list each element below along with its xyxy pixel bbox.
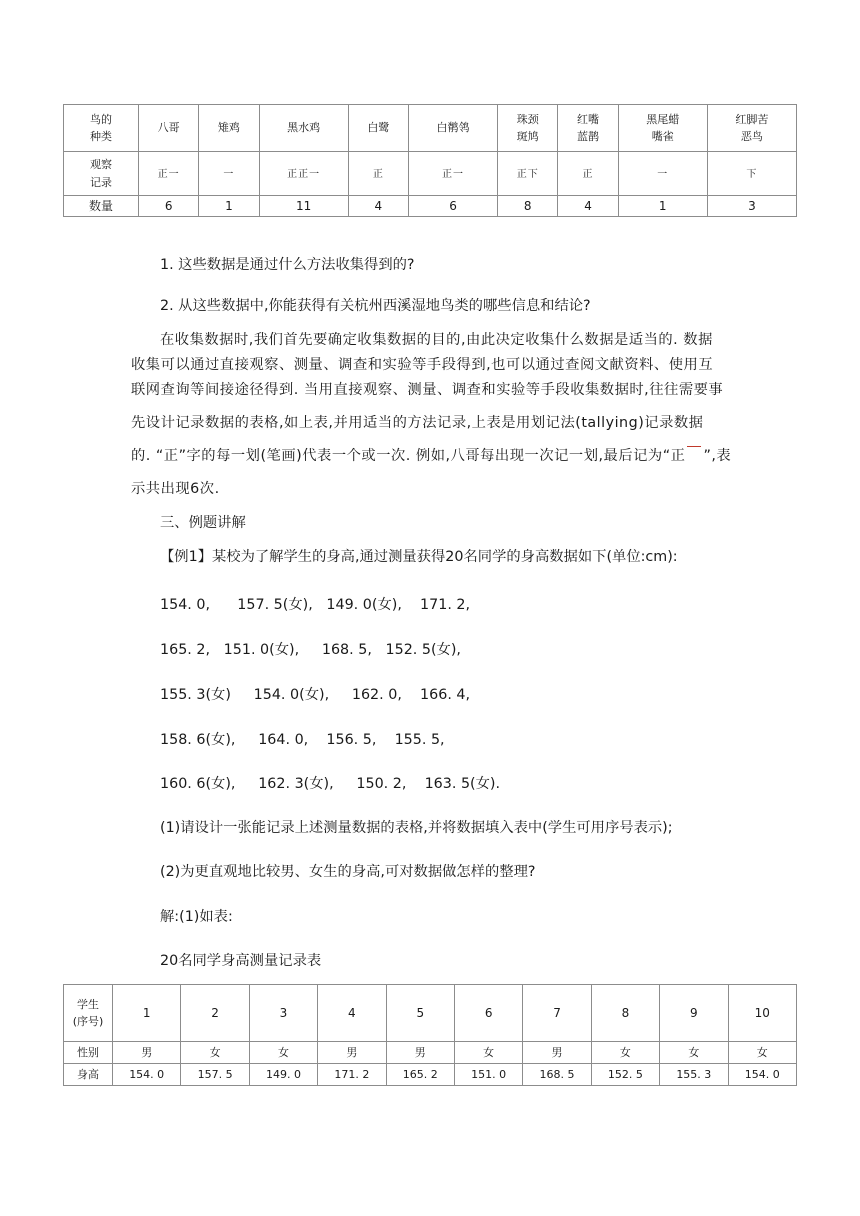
student-id-cell: 4 — [318, 985, 386, 1042]
explanation-line: 示共出现6次. — [131, 481, 220, 497]
tally-cell — [348, 152, 408, 196]
bird-name: 八哥 — [157, 121, 180, 135]
bird-name: 白鹭 — [367, 121, 390, 135]
student-id-cell: 9 — [660, 985, 728, 1042]
bird-name-cell — [558, 105, 618, 152]
tally-cell — [199, 152, 259, 196]
header-label-line: 鸟的 — [90, 112, 112, 126]
height-cell: 152. 5 — [591, 1064, 659, 1086]
bird-name-cell — [139, 105, 199, 152]
student-id-header — [64, 985, 113, 1042]
bird-name-cell — [199, 105, 259, 152]
bird-name: 黑水鸡 — [287, 121, 321, 135]
bird-name-cell — [408, 105, 497, 152]
student-id-cell: 5 — [386, 985, 454, 1042]
bird-name: 红嘴 — [577, 112, 600, 126]
example-part-1: (1)请设计一张能记录上述测量数据的表格,并将数据填入表中(学生可用序号表示); — [160, 820, 673, 836]
bird-name: 珠颈 — [516, 112, 539, 126]
example-intro: 【例1】某校为了解学生的身高,通过测量获得20名同学的身高数据如下(单位:cm): — [160, 549, 678, 565]
bird-name: 蓝鹊 — [577, 130, 600, 143]
height-record-table — [63, 984, 797, 1086]
red-tally-mark — [687, 446, 701, 455]
tally-cell — [707, 152, 796, 196]
student-id-cell: 1 — [113, 985, 181, 1042]
bird-name: 白鹡鸰 — [436, 121, 470, 135]
tally-cell — [139, 152, 199, 196]
sex-cell: 女 — [660, 1042, 728, 1064]
tally-mark: 正下 — [516, 168, 539, 180]
bird-name-cell — [348, 105, 408, 152]
count-cell: 3 — [707, 196, 796, 217]
sex-cell: 女 — [591, 1042, 659, 1064]
height-cell: 155. 3 — [660, 1064, 728, 1086]
height-data-line: 158. 6(女), 164. 0, 156. 5, 155. 5, — [160, 732, 445, 748]
explanation-line — [131, 446, 811, 466]
sex-cell: 女 — [181, 1042, 249, 1064]
height-data-line: 154. 0, 157. 5(女), 149. 0(女), 171. 2, — [160, 597, 471, 613]
bird-name: 恶鸟 — [740, 130, 763, 143]
height-cell: 151. 0 — [454, 1064, 522, 1086]
tally-mark: 一 — [657, 168, 669, 180]
sex-cell: 男 — [113, 1042, 181, 1064]
tally-cell — [259, 152, 348, 196]
height-cell: 154. 0 — [728, 1064, 796, 1086]
tally-mark: 下 — [746, 168, 758, 180]
question-1: 1. 这些数据是通过什么方法收集得到的? — [160, 257, 415, 273]
sex-cell: 女 — [728, 1042, 796, 1064]
height-cell: 154. 0 — [113, 1064, 181, 1086]
tally-mark: 一 — [223, 168, 235, 180]
student-id-cell: 10 — [728, 985, 796, 1042]
bird-name-cell — [707, 105, 796, 152]
height-cell: 157. 5 — [181, 1064, 249, 1086]
section-heading: 三、例题讲解 — [160, 515, 246, 531]
explanation-line: 在收集数据时,我们首先要确定收集数据的目的,由此决定收集什么数据是适当的. 数据 — [160, 332, 713, 348]
bird-name: 黑尾蜡 — [646, 112, 680, 126]
example-part-2: (2)为更直观地比较男、女生的身高,可对数据做怎样的整理? — [160, 864, 536, 880]
id-label-line: 学生 — [77, 997, 99, 1011]
count-cell: 8 — [498, 196, 558, 217]
count-cell: 6 — [139, 196, 199, 217]
bird-type-row — [64, 105, 797, 152]
question-2: 2. 从这些数据中,你能获得有关杭州西溪湿地鸟类的哪些信息和结论? — [160, 298, 591, 314]
count-cell: 4 — [558, 196, 618, 217]
height-data-line: 155. 3(女) 154. 0(女), 162. 0, 166. 4, — [160, 687, 471, 703]
count-cell: 4 — [348, 196, 408, 217]
solution-label: 解:(1)如表: — [160, 909, 233, 925]
tally-mark: 正正一 — [287, 168, 321, 180]
explanation-text: ”,表 — [703, 448, 732, 464]
tally-cell — [498, 152, 558, 196]
bird-name-cell — [498, 105, 558, 152]
student-sex-row — [64, 1042, 797, 1064]
height-cell: 165. 2 — [386, 1064, 454, 1086]
bird-name-cell — [259, 105, 348, 152]
student-height-row — [64, 1064, 797, 1086]
id-label-line: (序号) — [72, 1015, 104, 1028]
count-cell: 1 — [618, 196, 707, 217]
sex-cell: 男 — [523, 1042, 591, 1064]
height-cell: 149. 0 — [249, 1064, 317, 1086]
explanation-text: 的. “正”字的每一划(笔画)代表一个或一次. 例如,八哥每出现一次记一划,最后记为“正 — [131, 448, 686, 464]
height-header: 身高 — [64, 1064, 113, 1086]
obs-label-line: 记录 — [90, 175, 112, 189]
tally-mark: 正一 — [157, 168, 180, 180]
sex-header: 性别 — [64, 1042, 113, 1064]
sex-cell: 男 — [386, 1042, 454, 1064]
explanation-line: 收集可以通过直接观察、测量、调查和实验等手段得到,也可以通过查阅文献资料、使用互 — [131, 357, 714, 373]
student-id-cell: 2 — [181, 985, 249, 1042]
explanation-line: 先设计记录数据的表格,如上表,并用适当的方法记录,上表是用划记法(tallying)记录数据 — [131, 415, 704, 431]
count-row — [64, 196, 797, 217]
bird-name-cell — [618, 105, 707, 152]
observation-header — [64, 152, 139, 196]
obs-label-line: 观察 — [90, 158, 112, 172]
count-cell: 11 — [259, 196, 348, 217]
student-id-cell: 7 — [523, 985, 591, 1042]
student-id-cell: 6 — [454, 985, 522, 1042]
tally-cell — [618, 152, 707, 196]
observation-row — [64, 152, 797, 196]
bird-name: 红脚苦 — [735, 112, 769, 126]
count-cell: 1 — [199, 196, 259, 217]
height-data-line: 160. 6(女), 162. 3(女), 150. 2, 163. 5(女). — [160, 776, 501, 792]
student-id-cell: 8 — [591, 985, 659, 1042]
bird-name: 雉鸡 — [217, 121, 240, 135]
tally-mark: 正 — [582, 168, 594, 180]
student-id-cell: 3 — [249, 985, 317, 1042]
bird-name: 嘴雀 — [651, 130, 674, 143]
count-cell: 6 — [408, 196, 497, 217]
bird-observation-table — [63, 104, 797, 217]
student-id-row — [64, 985, 797, 1042]
height-data-line: 165. 2, 151. 0(女), 168. 5, 152. 5(女), — [160, 642, 461, 658]
explanation-line: 联网查询等间接途径得到. 当用直接观察、测量、调查和实验等手段收集数据时,往往需要事 — [131, 382, 724, 398]
table-title: 20名同学身高测量记录表 — [160, 953, 322, 969]
sex-cell: 男 — [318, 1042, 386, 1064]
tally-cell — [558, 152, 618, 196]
tally-mark: 正 — [372, 168, 384, 180]
bird-name: 斑鸠 — [516, 130, 539, 143]
count-header: 数量 — [64, 196, 139, 217]
height-cell: 168. 5 — [523, 1064, 591, 1086]
sex-cell: 女 — [249, 1042, 317, 1064]
sex-cell: 女 — [454, 1042, 522, 1064]
tally-mark: 正一 — [442, 168, 465, 180]
tally-cell — [408, 152, 497, 196]
height-cell: 171. 2 — [318, 1064, 386, 1086]
bird-type-header — [64, 105, 139, 152]
header-label-line: 种类 — [90, 130, 112, 143]
